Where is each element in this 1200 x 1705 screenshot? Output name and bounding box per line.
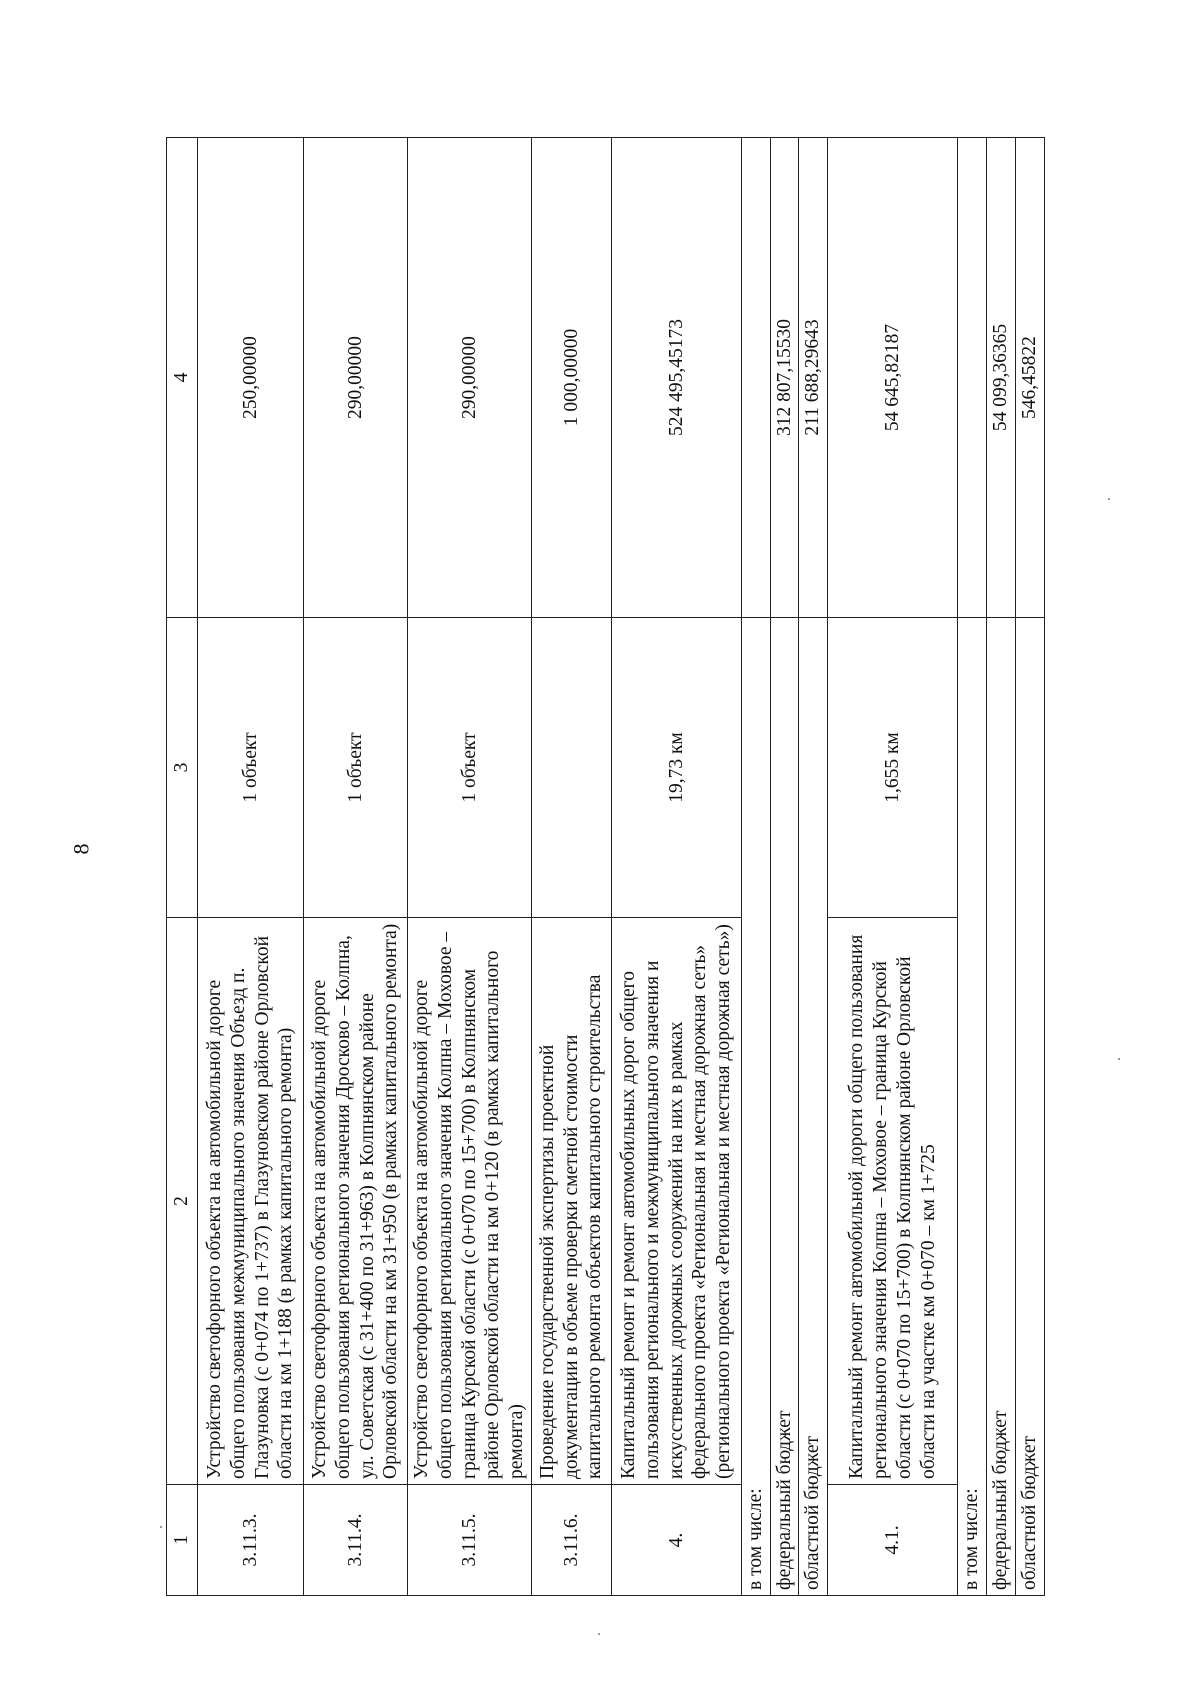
row-description: Капитальный ремонт автомобильной дороги общего пользования регионального значения Колпна – Моховое – граница Курской области (с 0+070 по 15+700) в Колпнянском районе Орловской области на участке км 0+070 – км 1+725 (828, 918, 958, 1485)
row-amount: 524 495,45173 (611, 138, 741, 618)
row-number: 3.11.3. (198, 1485, 304, 1596)
row-quantity: 1 объект (198, 618, 304, 918)
subhead-label: в том числе: (958, 618, 987, 1596)
table-row (408, 138, 532, 1596)
row-amount: 250,00000 (198, 138, 304, 618)
budget-table (166, 137, 1045, 1596)
column-header: 4 (167, 138, 198, 618)
budget-source-amount: 546,45822 (1015, 138, 1044, 618)
subhead-amount (958, 138, 987, 618)
row-quantity: 1 объект (408, 618, 532, 918)
subhead-label: в том числе: (741, 618, 770, 1596)
row-description: Устройство светофорного объекта на автомобильной дороге общего пользования регионального значения Колпна – Моховое – граница Курской области (с 0+070 по 15+700) в Колпнянском районе Орловской области на км 0+120 (в рамках капитального ремонта) (408, 918, 532, 1485)
table-sub-row (1015, 138, 1044, 1596)
row-number: 3.11.4. (304, 1485, 408, 1596)
column-header: 1 (167, 1485, 198, 1596)
table-subhead-row (741, 138, 770, 1596)
table-sub-row (770, 138, 799, 1596)
scan-speck (1118, 1058, 1120, 1060)
row-quantity (531, 618, 611, 918)
budget-source-amount: 312 807,15530 (770, 138, 799, 618)
row-amount: 290,00000 (408, 138, 532, 618)
budget-source-label: областной бюджет (799, 618, 828, 1596)
row-quantity: 19,73 км (611, 618, 741, 918)
table-sub-row (987, 138, 1016, 1596)
budget-source-label: федеральный бюджет (770, 618, 799, 1596)
row-number: 4. (611, 1485, 741, 1596)
row-quantity: 1,655 км (828, 618, 958, 918)
budget-source-label: федеральный бюджет (987, 618, 1016, 1596)
scan-speck (598, 1633, 600, 1635)
table-sub-row (799, 138, 828, 1596)
column-header: 2 (167, 918, 198, 1485)
table-row (531, 138, 611, 1596)
row-amount: 290,00000 (304, 138, 408, 618)
table-subhead-row (958, 138, 987, 1596)
row-quantity: 1 объект (304, 618, 408, 918)
rotated-table-container (166, 138, 1044, 1596)
table-row (304, 138, 408, 1596)
budget-source-label: областной бюджет (1015, 618, 1044, 1596)
row-description: Устройство светофорного объекта на автомобильной дороге общего пользования регионального значения Дросково – Колпна, ул. Советская (с 31+400 по 31+963) в Колпнянском районе Орловской области на км 31+950 (в рамках капитального ремонта) (304, 918, 408, 1485)
column-header: 3 (167, 618, 198, 918)
row-number: 3.11.6. (531, 1485, 611, 1596)
scan-speck (160, 1526, 162, 1528)
table-row (198, 138, 304, 1596)
row-number: 3.11.5. (408, 1485, 532, 1596)
subhead-amount (741, 138, 770, 618)
scan-speck (1108, 498, 1110, 500)
row-amount: 1 000,00000 (531, 138, 611, 618)
row-amount: 54 645,82187 (828, 138, 958, 618)
budget-source-amount: 54 099,36365 (987, 138, 1016, 618)
table-row (828, 138, 958, 1596)
table-row (611, 138, 741, 1596)
budget-source-amount: 211 688,29643 (799, 138, 828, 618)
row-description: Устройство светофорного объекта на автомобильной дороге общего пользования межмуниципального значения Объезд п. Глазуновка (с 0+074 по 1+737) в Глазуновском районе Орловской области на км 1+188 (в рамках капитального ремонта) (198, 918, 304, 1485)
page-number: 8 (68, 843, 94, 855)
row-description: Капитальный ремонт и ремонт автомобильных дорог общего пользования регионального и межмуниципального значения и искусственных дорожных сооружений на них в рамках федерального проекта «Региональная и местная дорожная сеть» (регионального проекта «Региональная и местная дорожная сеть») (611, 918, 741, 1485)
row-description: Проведение государственной экспертизы проектной документации в объеме проверки сметной стоимости капитального ремонта объектов капитального строительства (531, 918, 611, 1485)
row-number: 4.1. (828, 1485, 958, 1596)
table-header-row (167, 138, 198, 1596)
